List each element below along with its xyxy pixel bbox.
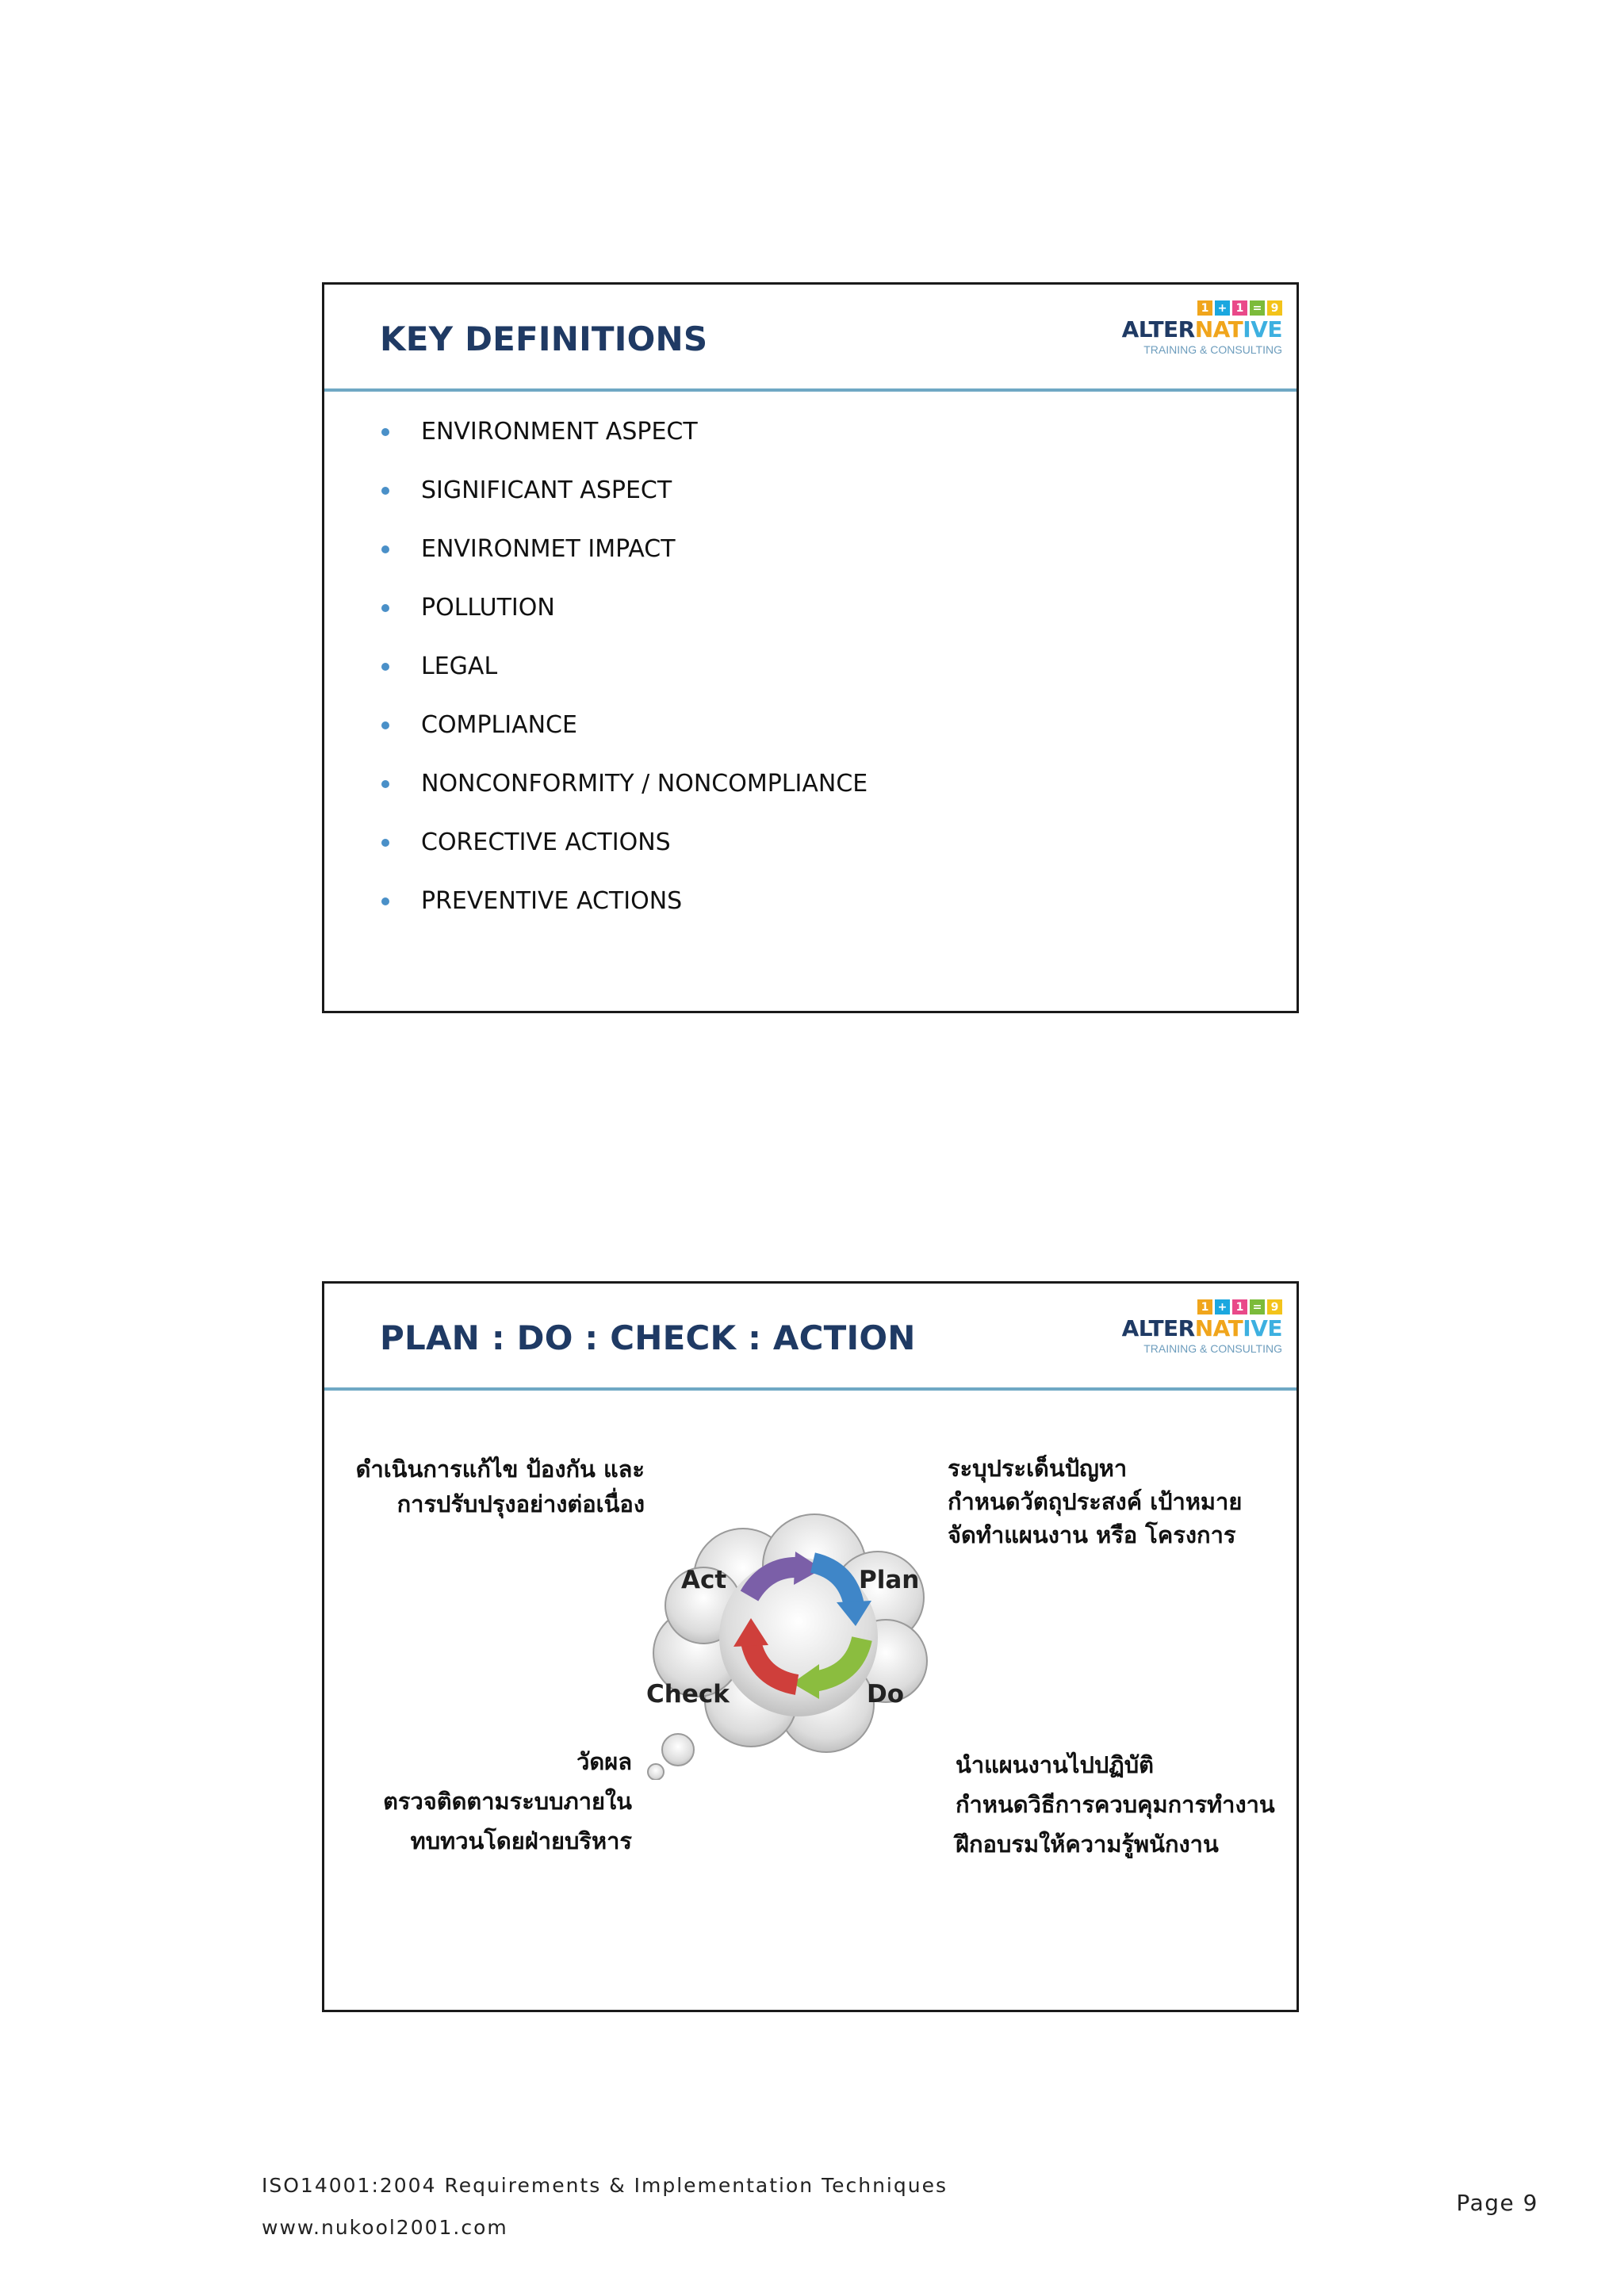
thought-cloud-icon: [648, 1514, 927, 1780]
brand-logo: [1121, 1299, 1282, 1371]
check-description: วัดผล ตรวจติดตามระบบภายใน ทบทวนโดยฝ่ายบริหาร: [383, 1748, 632, 1854]
title-divider: [324, 388, 1297, 392]
logo-wordmark: ALTERNATIVE: [1121, 316, 1282, 342]
bullet-icon: [381, 780, 389, 788]
list-item: NONCONFORMITY / NONCOMPLIANCE: [381, 770, 868, 828]
slide-key-definitions: [322, 282, 1299, 1013]
logo-square: +: [1215, 1299, 1230, 1314]
logo-square: 1: [1197, 300, 1212, 316]
plan-description: ระบุประเด็นปัญหา กำหนดวัตถุประสงค์ เป้าหมาย จัดทำแผนงาน หรือ โครงการ: [948, 1455, 1243, 1548]
definitions-list: [381, 418, 868, 946]
logo-square: 1: [1232, 1299, 1247, 1314]
do-description: นำแผนงานไปปฏิบัติ กำหนดวิธีการควบคุมการทำงาน ฝึกอบรมให้ความรู้พนักงาน: [956, 1751, 1275, 1858]
bullet-icon: [381, 604, 389, 612]
list-item: COMPLIANCE: [381, 711, 868, 770]
logo-subtitle: TRAINING & CONSULTING: [1143, 1342, 1282, 1355]
logo-square: =: [1250, 1299, 1265, 1314]
slide-pdca: [322, 1281, 1299, 2012]
slide-title: KEY DEFINITIONS: [380, 320, 708, 358]
logo-square: 9: [1267, 1299, 1282, 1314]
slide-title: PLAN : DO : CHECK : ACTION: [380, 1318, 916, 1357]
list-item: PREVENTIVE ACTIONS: [381, 887, 868, 946]
brand-logo: [1121, 300, 1282, 372]
logo-square: 9: [1267, 300, 1282, 316]
bullet-icon: [381, 428, 389, 436]
plan-label: Plan: [859, 1566, 920, 1594]
bullet-icon: [381, 897, 389, 905]
pdca-cycle-diagram: [624, 1502, 965, 1780]
check-label: Check: [646, 1680, 730, 1709]
act-description: ดำเนินการแก้ไข ป้องกัน และ การปรับปรุงอย่างต่อเนื่อง: [355, 1456, 645, 1517]
list-item: SIGNIFICANT ASPECT: [381, 476, 868, 535]
list-item: ENVIRONMENT ASPECT: [381, 418, 868, 476]
list-item: ENVIRONMET IMPACT: [381, 535, 868, 594]
list-item: CORECTIVE ACTIONS: [381, 828, 868, 887]
logo-square: 1: [1232, 300, 1247, 316]
footer-url: www.nukool2001.com: [262, 2216, 508, 2239]
logo-wordmark: ALTERNATIVE: [1121, 1315, 1282, 1341]
bullet-icon: [381, 663, 389, 671]
logo-squares: [1197, 1299, 1282, 1314]
do-label: Do: [867, 1680, 905, 1709]
bullet-icon: [381, 545, 389, 553]
act-label: Act: [681, 1566, 727, 1594]
logo-squares: [1197, 300, 1282, 316]
logo-square: =: [1250, 300, 1265, 316]
bullet-icon: [381, 721, 389, 729]
bullet-icon: [381, 839, 389, 847]
page-number: Page 9: [1456, 2190, 1538, 2216]
title-divider: [324, 1387, 1297, 1391]
logo-subtitle: TRAINING & CONSULTING: [1143, 343, 1282, 356]
footer-title: ISO14001:2004 Requirements & Implementation Techniques: [262, 2174, 948, 2197]
list-item: POLLUTION: [381, 594, 868, 652]
logo-square: +: [1215, 300, 1230, 316]
logo-square: 1: [1197, 1299, 1212, 1314]
bullet-icon: [381, 487, 389, 495]
list-item: LEGAL: [381, 652, 868, 711]
